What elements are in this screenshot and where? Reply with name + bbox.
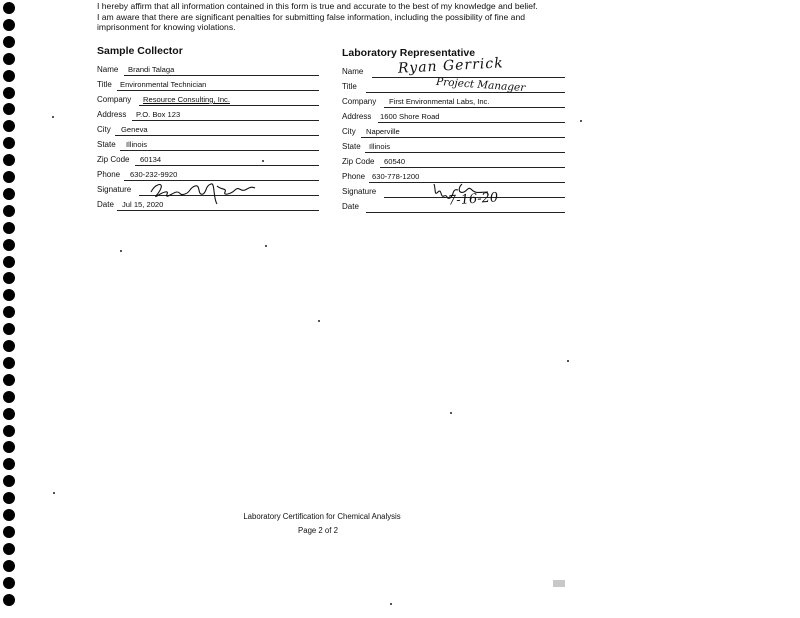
collector-zip-row	[97, 151, 319, 166]
lab-name-handwriting: Ryan Gerrick	[397, 55, 505, 77]
scan-speck	[390, 603, 392, 605]
field-label: Zip Code	[342, 157, 375, 166]
binder-hole	[3, 492, 15, 504]
field-label: Date	[97, 200, 114, 209]
lab-state-value: Illinois	[369, 142, 391, 151]
binder-hole	[3, 103, 15, 115]
affirmation-line: I hereby affirm that all information contained in this form is true and accurate to the best of my knowledge and belief.	[97, 1, 538, 11]
binder-hole	[3, 543, 15, 555]
binder-hole	[3, 36, 15, 48]
binder-hole	[3, 425, 15, 437]
binder-hole	[3, 509, 15, 521]
binder-holes	[3, 0, 19, 618]
binder-hole	[3, 120, 15, 132]
field-label: City	[97, 125, 111, 134]
binder-hole	[3, 323, 15, 335]
binder-hole	[3, 391, 15, 403]
binder-hole	[3, 2, 15, 14]
lab-zip-row	[342, 153, 565, 168]
scan-speck	[120, 250, 122, 252]
scan-speck	[580, 120, 582, 122]
lab-zip-value: 60540	[384, 157, 406, 166]
form-title-footer: Laboratory Certification for Chemical Analysis	[243, 512, 401, 521]
field-label: Signature	[97, 185, 132, 194]
lab-date-handwriting: 7-16-20	[447, 190, 499, 209]
collector-state-row	[97, 136, 319, 151]
lab-city-value: Naperville	[366, 127, 400, 136]
binder-hole	[3, 19, 15, 31]
binder-hole	[3, 171, 15, 183]
field-label: State	[97, 140, 116, 149]
binder-hole	[3, 53, 15, 65]
binder-hole	[3, 458, 15, 470]
lab-title-handwriting: Project Manager	[435, 75, 526, 95]
binder-hole	[3, 188, 15, 200]
affirmation-line: imprisonment for knowing violations.	[97, 22, 236, 32]
collector-name-value: Brandi Talaga	[128, 65, 175, 74]
binder-hole	[3, 239, 15, 251]
collector-date-value: Jul 15, 2020	[122, 200, 164, 209]
binder-hole	[3, 526, 15, 538]
binder-hole	[3, 256, 15, 268]
collector-company-value: Resource Consulting, Inc.	[143, 95, 230, 104]
lab-company-value: First Environmental Labs, Inc.	[389, 97, 490, 106]
lab-address-row	[342, 108, 565, 123]
binder-hole	[3, 340, 15, 352]
scan-speck	[53, 492, 55, 494]
binder-hole	[3, 408, 15, 420]
collector-address-row	[97, 106, 319, 121]
collector-phone-value: 630-232-9920	[130, 170, 178, 179]
field-label: Phone	[97, 170, 121, 179]
scan-speck	[450, 412, 452, 414]
collector-title-value: Environmental Technician	[120, 80, 207, 89]
binder-hole	[3, 222, 15, 234]
field-label: Name	[97, 65, 119, 74]
page-number: Page 2 of 2	[298, 526, 338, 535]
collector-date-row	[97, 196, 319, 211]
binder-hole	[3, 306, 15, 318]
field-label: Name	[342, 67, 364, 76]
collector-city-row	[97, 121, 319, 136]
binder-hole	[3, 70, 15, 82]
field-label: Zip Code	[97, 155, 130, 164]
binder-hole	[3, 272, 15, 284]
field-line	[366, 212, 565, 213]
affirmation-text	[97, 1, 577, 33]
sample-collector-heading: Sample Collector	[97, 45, 183, 57]
binder-hole	[3, 137, 15, 149]
collector-company-row	[97, 91, 319, 106]
lab-state-row	[342, 138, 565, 153]
field-label: Date	[342, 202, 359, 211]
field-label: Address	[342, 112, 372, 121]
binder-hole	[3, 560, 15, 572]
scan-speck	[265, 245, 267, 247]
binder-hole	[3, 374, 15, 386]
collector-name-row	[97, 61, 319, 76]
binder-hole	[3, 289, 15, 301]
affirmation-line: I am aware that there are significant penalties for submitting false information, including the possibility of fine and	[97, 11, 526, 22]
field-label: Signature	[342, 187, 377, 196]
field-label: State	[342, 142, 361, 151]
binder-hole	[3, 154, 15, 166]
binder-hole	[3, 87, 15, 99]
field-label: Title	[97, 80, 112, 89]
lab-city-row	[342, 123, 565, 138]
field-label: Company	[97, 95, 132, 104]
binder-hole	[3, 594, 15, 606]
collector-city-value: Geneva	[121, 125, 148, 134]
field-label: Phone	[342, 172, 366, 181]
lab-address-value: 1600 Shore Road	[380, 112, 440, 121]
field-label: Title	[342, 82, 357, 91]
field-label: City	[342, 127, 356, 136]
scan-speck	[52, 116, 54, 118]
collector-state-value: Illinois	[126, 140, 148, 149]
scan-speck	[567, 360, 569, 362]
lab-rep-heading: Laboratory Representative	[342, 47, 476, 59]
binder-hole	[3, 441, 15, 453]
binder-hole	[3, 357, 15, 369]
binder-hole	[3, 205, 15, 217]
lab-company-row	[342, 93, 565, 108]
field-label: Company	[342, 97, 377, 106]
binder-hole	[3, 577, 15, 589]
binder-hole	[3, 475, 15, 487]
lab-phone-value: 630-778-1200	[372, 172, 420, 181]
collector-address-value: P.O. Box 123	[136, 110, 181, 119]
scan-speck	[318, 320, 320, 322]
field-label: Address	[97, 110, 127, 119]
collector-zip-value: 60134	[140, 155, 162, 164]
scan-mark	[553, 580, 565, 587]
field-line	[117, 210, 319, 211]
scan-speck	[262, 160, 264, 162]
collector-title-row	[97, 76, 319, 91]
